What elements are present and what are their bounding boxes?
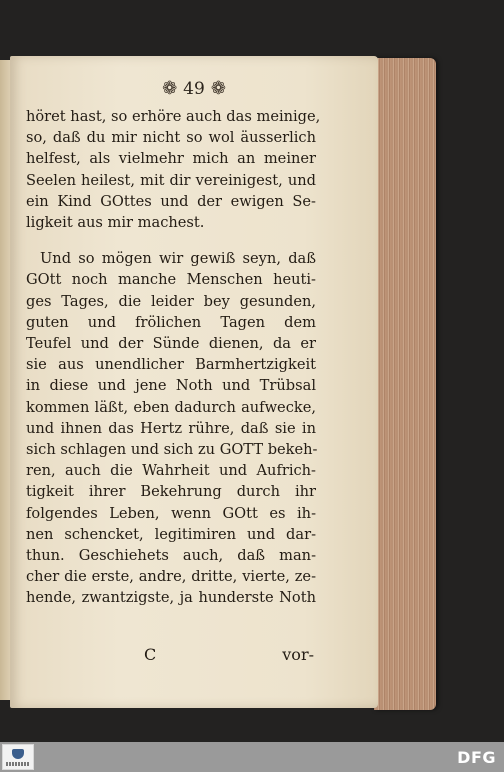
paragraph-2	[26, 248, 316, 608]
text-line: höret hast, so erhöre auch das meinige,	[26, 108, 321, 125]
text-line: cher die erste, andre, dritte, vierte, ze-	[26, 568, 316, 586]
signature-mark: C	[144, 645, 157, 664]
text-line: und ihnen das Hertz rühre, daß sie in	[26, 419, 316, 437]
page-number: 49	[183, 79, 205, 99]
page-header	[10, 78, 378, 99]
book-page	[10, 56, 378, 708]
crest-icon	[12, 749, 24, 759]
text-line: ren, auch die Wahrheit und Aufrich-	[26, 462, 316, 480]
text-line: folgendes Leben, wenn GOtt es ih-	[26, 504, 316, 522]
text-line: Teufel und der Sünde dienen, da er	[26, 335, 316, 353]
text-line: GOtt noch manche Menschen heuti-	[26, 271, 316, 289]
text-line: hende, zwantzigste, ja hunderste Noth	[26, 589, 316, 607]
text-line: ges Tages, die leider bey gesunden,	[26, 292, 316, 310]
text-line: ein Kind GOttes und der ewigen Se-	[26, 192, 316, 210]
text-line: nen schencket, legitimiren und dar-	[26, 525, 316, 543]
text-line: guten und frölichen Tagen dem	[26, 313, 316, 331]
ornament-right-icon: ❁	[210, 78, 226, 99]
text-line: sich schlagen und sich zu GOTT bekeh-	[26, 441, 318, 459]
text-line: in diese und jene Noth und Trübsal	[26, 377, 316, 395]
catchword: vor-	[282, 645, 314, 664]
ornament-left-icon: ❁	[162, 78, 178, 99]
text-line: ligkeit aus mir machest.	[26, 214, 205, 232]
footer-bar	[0, 742, 504, 772]
dfg-logo: DFG	[457, 748, 496, 767]
text-line: helfest, als vielmehr mich an meiner	[26, 150, 316, 168]
logo-caption-icon	[6, 762, 30, 766]
text-line: Seelen heilest, mit dir vereinigest, und	[26, 171, 316, 189]
text-line: sie aus unendlicher Barmhertzigkeit	[26, 356, 316, 374]
paragraph-1	[26, 106, 321, 233]
text-line: Und so mögen wir gewiß seyn, daß	[40, 250, 316, 268]
library-logo	[2, 744, 34, 770]
text-line: kommen läßt, eben dadurch aufwecke,	[26, 398, 316, 416]
text-line: thun. Geschiehets auch, daß man-	[26, 547, 316, 565]
page-text	[26, 106, 321, 664]
text-line: tigkeit ihrer Bekehrung durch ihr	[26, 483, 316, 501]
page-block-edges	[374, 58, 436, 710]
signature-line	[26, 644, 316, 666]
text-line: so, daß du mir nicht so wol äusserlich	[26, 129, 316, 147]
